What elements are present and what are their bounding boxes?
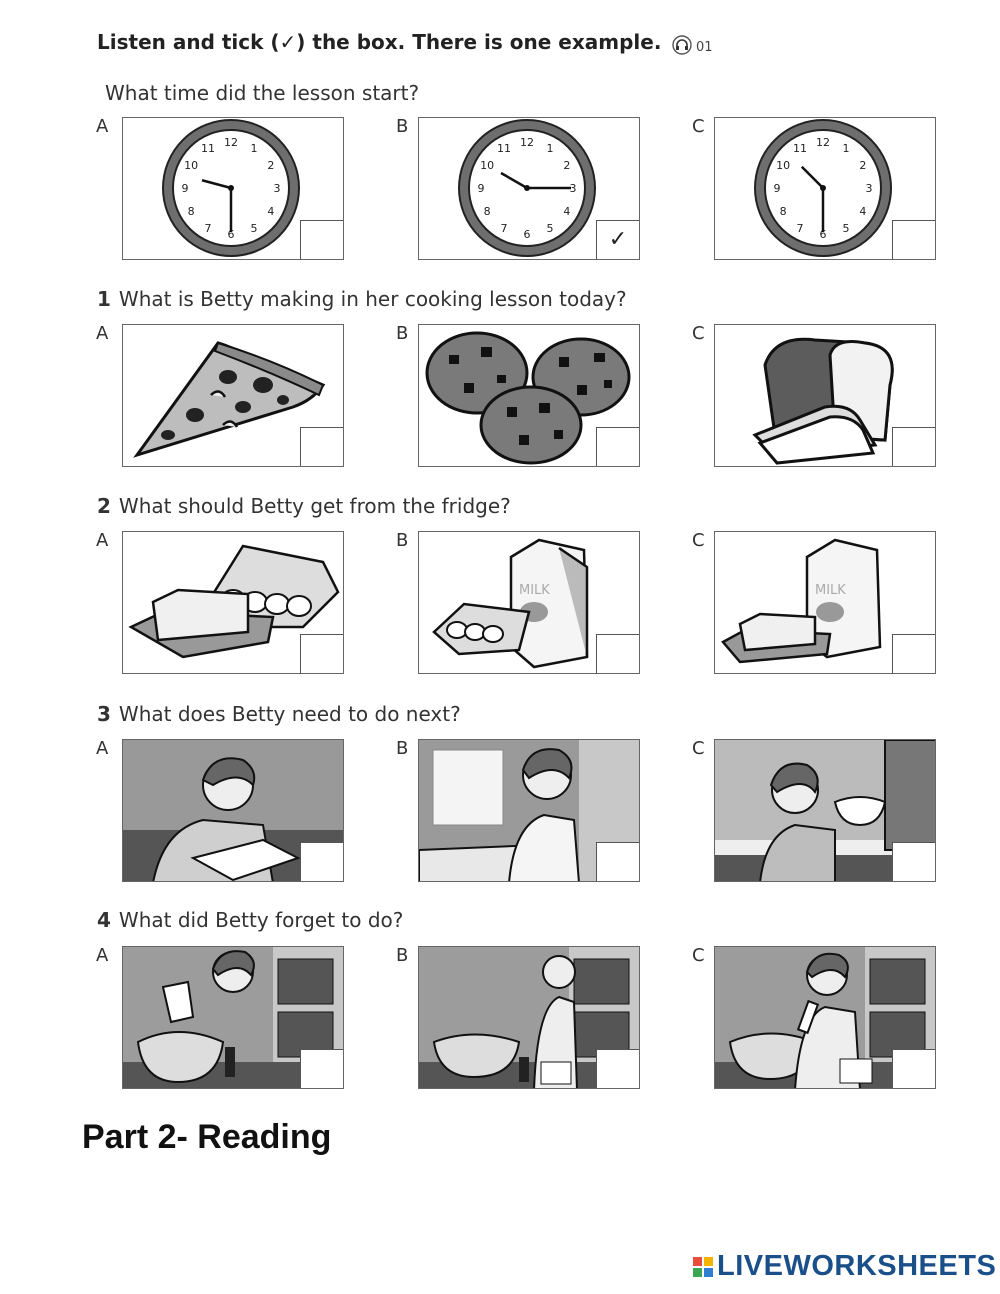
clock-numeral: 10	[776, 159, 791, 172]
headphones-icon	[672, 35, 692, 59]
tick-box[interactable]	[596, 842, 640, 882]
tick-box[interactable]	[300, 634, 344, 674]
tick-box[interactable]	[892, 220, 936, 260]
clock-numeral: 1	[250, 142, 258, 156]
option-example-a	[122, 117, 344, 260]
logo-square	[693, 1257, 702, 1266]
clock-numeral: 1	[842, 142, 850, 156]
option-letter: A	[96, 945, 109, 966]
clock-numeral: 4	[859, 205, 867, 218]
clock-numeral: 8	[779, 205, 787, 218]
clock-numeral: 2	[563, 159, 571, 172]
tick-box[interactable]	[596, 634, 640, 674]
tick-box[interactable]	[300, 220, 344, 260]
clock-numeral: 3	[569, 182, 577, 195]
option-3-c	[714, 739, 936, 882]
option-letter: C	[692, 323, 705, 344]
option-1-c	[714, 324, 936, 467]
option-2-b	[418, 531, 640, 674]
clock-numeral: 6	[227, 228, 235, 241]
option-letter: B	[396, 530, 409, 551]
clock-numeral: 12	[816, 136, 830, 149]
option-2-a	[122, 531, 344, 674]
track-number: 01	[696, 39, 713, 55]
clock-numeral: 4	[267, 205, 275, 218]
clock-numeral: 7	[796, 221, 804, 235]
clock-numeral: 6	[819, 228, 827, 241]
option-letter: A	[96, 323, 109, 344]
clock-numeral: 7	[500, 221, 508, 235]
clock-numeral: 4	[563, 205, 571, 218]
clock-numeral: 5	[546, 221, 554, 235]
option-4-b	[418, 946, 640, 1089]
tick-box[interactable]	[892, 1049, 936, 1089]
clock-numeral: 12	[224, 136, 238, 149]
option-2-c	[714, 531, 936, 674]
option-letter: C	[692, 738, 705, 759]
option-1-a	[122, 324, 344, 467]
clock-numeral: 10	[184, 159, 199, 172]
clock-numeral: 3	[865, 182, 873, 195]
tick-box[interactable]	[300, 427, 344, 467]
tick-box[interactable]	[892, 634, 936, 674]
question-2: 2 What should Betty get from the fridge?	[97, 494, 511, 518]
clock-numeral: 10	[480, 159, 495, 172]
instruction: Listen and tick (✓) the box. There is one example.	[97, 30, 662, 54]
option-letter: A	[96, 530, 109, 551]
tick-box[interactable]	[596, 1049, 640, 1089]
tick-box[interactable]	[596, 427, 640, 467]
option-letter: A	[96, 116, 109, 137]
clock-numeral: 11	[201, 142, 215, 156]
option-letter: B	[396, 945, 409, 966]
option-letter: C	[692, 945, 705, 966]
option-3-b	[418, 739, 640, 882]
option-letter: B	[396, 116, 409, 137]
clock-numeral: 11	[793, 142, 807, 156]
question-3: 3 What does Betty need to do next?	[97, 702, 461, 726]
clock-numeral: 5	[250, 221, 258, 235]
option-1-b	[418, 324, 640, 467]
logo-text: LIVEWORKSHEETS	[717, 1250, 997, 1282]
tick-box[interactable]: ✓	[596, 220, 640, 260]
logo-square	[704, 1268, 713, 1277]
option-letter: B	[396, 738, 409, 759]
option-letter: C	[692, 116, 705, 137]
option-example-c	[714, 117, 936, 260]
part-heading: Part 2- Reading	[82, 1118, 332, 1156]
option-3-a	[122, 739, 344, 882]
tick-box[interactable]	[300, 842, 344, 882]
option-letter: C	[692, 530, 705, 551]
tick-box[interactable]	[892, 427, 936, 467]
option-letter: A	[96, 738, 109, 759]
clock-numeral: 11	[497, 142, 511, 156]
svg-text:MILK: MILK	[519, 583, 550, 598]
tick-box[interactable]	[892, 842, 936, 882]
option-letter: B	[396, 323, 409, 344]
clock-numeral: 6	[523, 228, 531, 241]
clock-numeral: 9	[181, 182, 189, 195]
audio-track[interactable]	[672, 35, 713, 59]
question-example: What time did the lesson start?	[105, 81, 420, 105]
clock-numeral: 3	[273, 182, 281, 195]
clock-numeral: 7	[204, 221, 212, 235]
clock-numeral: 12	[520, 136, 534, 149]
clock-numeral: 8	[187, 205, 195, 218]
clock-numeral: 9	[477, 182, 485, 195]
clock-numeral: 2	[267, 159, 275, 172]
clock-numeral: 8	[483, 205, 491, 218]
question-4: 4 What did Betty forget to do?	[97, 908, 404, 932]
liveworksheets-logo	[693, 1250, 996, 1283]
clock-numeral: 2	[859, 159, 867, 172]
svg-text:MILK: MILK	[815, 583, 846, 598]
logo-icon	[693, 1257, 713, 1277]
option-example-b	[418, 117, 640, 260]
tick-box[interactable]	[300, 1049, 344, 1089]
logo-square	[693, 1268, 702, 1277]
option-4-c	[714, 946, 936, 1089]
logo-square	[704, 1257, 713, 1266]
clock-numeral: 9	[773, 182, 781, 195]
option-4-a	[122, 946, 344, 1089]
clock-numeral: 5	[842, 221, 850, 235]
question-1: 1 What is Betty making in her cooking lesson today?	[97, 287, 627, 311]
clock-numeral: 1	[546, 142, 554, 156]
